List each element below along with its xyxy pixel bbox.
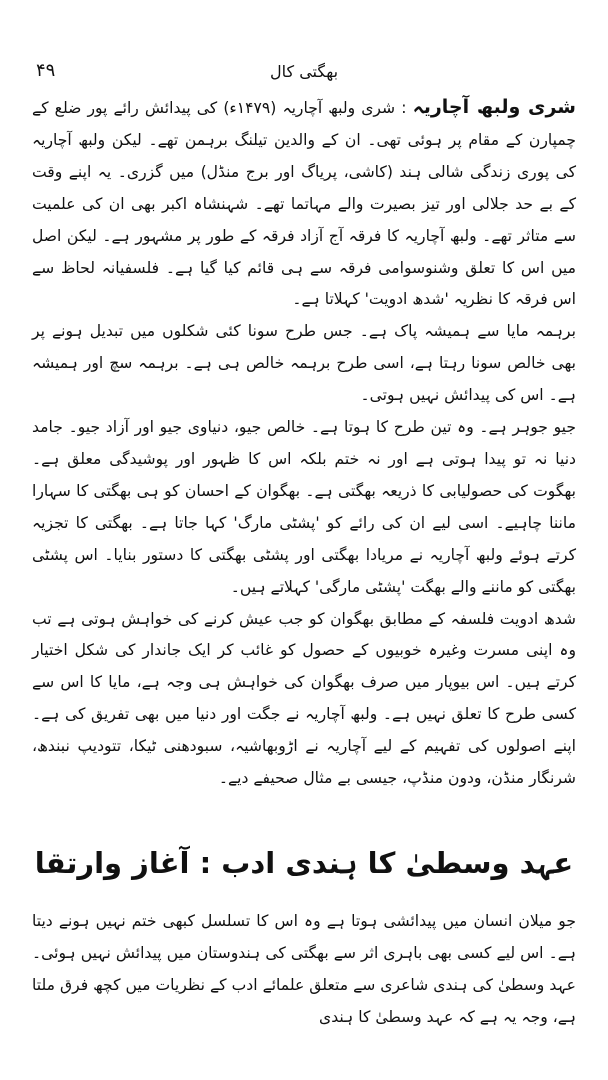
paragraph-text: : شری ولبھ آچاریہ (۱۴۷۹ء) کی پیدائش رائے پور ضلع کے چمپارن کے مقام پر ہوئی تھی۔ ان کے والدین تیلنگ برہمن تھے۔ لیکن ولبھ آچاریہ کی پوری زندگی شالی ہند (کاشی، پریاگ اور برج منڈل) میں گزری۔ یہ اپنے وقت کے بے حد جلالی اور تیز بصیرت والے مہاتما تھے۔ شہنشاہ اکبر بھی ان کی علمیت سے متاثر تھے۔ ولبھ آچاریہ کا فرقہ آج آزاد فرقہ کے طور پر مشہور ہے۔ لیکن اصل میں اس کا تعلق وشنوسوامی فرقہ سے ہی قائم کیا گیا ہے۔ فلسفیانہ لحاظ سے اس فرقہ کا نظریہ 'شدھ ادویت' کہلاتا ہے۔ [32,99,576,309]
paragraph [32,92,576,316]
paragraph: شدھ ادویت فلسفہ کے مطابق بھگوان کو جب عیش کرنے کی خواہش ہوتی ہے تب وہ اپنی مسرت وغیرہ خوبیوں کے حصول کو غائب کر ایک جاندار کی شکل اختیار کرتے ہیں۔ اس بیوپار میں صرف بھگوان کی خواہش ہی وجہ ہے، مایا کا اس سے کسی طرح کا تعلق نہیں ہے۔ ولبھ آچاریہ نے جگت اور دنیا میں بھی تفریق کی ہے۔ اپنے اصولوں کی تفہیم کے لیے آچاریہ نے اڑوبھاشیہ، سبودھنی ٹیکا، تتودیپ نبندھ، شرنگار منڈن، ودون منڈپ، جیسی بے مثال صحیفے دیے۔ [32,609,576,788]
paragraph: برہمہ مایا سے ہمیشہ پاک ہے۔ جس طرح سونا کئی شکلوں میں تبدیل ہونے پر بھی خالص سونا رہتا ہے، اسی طرح برہمہ خالص ہی ہے۔ برہمہ سچ اور ہمیشہ ہے۔ اس کی پیدائش نہیں ہوتی۔ [32,322,576,405]
section-body [32,92,576,795]
section-body [32,906,576,1034]
paragraph: جو میلان انسان میں پیدائشی ہوتا ہے وہ اس کا تسلسل کبھی ختم نہیں ہونے دیتا ہے۔ اس لیے کسی بھی باہری اثر سے بھگتی کی ہندوستان میں پیدائش نہیں ہوئی۔ عہد وسطیٰ کی ہندی شاعری سے متعلق علمائے ادب کے نظریات میں کچھ فرق ملتا ہے، وجہ یہ ہے کہ عہد وسطیٰ کا ہندی [32,912,576,1026]
paragraph: جیو جوہر ہے۔ وہ تین طرح کا ہوتا ہے۔ خالص جیو، دنیاوی جیو اور آزاد جیو۔ جامد دنیا نہ تو پیدا ہوتی ہے اور نہ ختم بلکہ اس کا ظہور اور پوشیدگی معلق ہے۔ بھگوت کی حصولیابی کا ذریعہ بھگتی ہے۔ بھگوان کے احسان کو ہی بھگتی کا سہارا ماننا چاہیے۔ اسی لیے ان کی رائے کو 'پشٹی مارگ' کہا جاتا ہے۔ بھگتی کا تجزیہ کرتے ہوئے ولبھ آچاریہ نے مریادا بھگتی اور پشٹی بھگتی کا دستور بنایا۔ اس پشٹی بھگتی کو ماننے والے بھگت 'پشٹی مارگی' کہلاتے ہیں۔ [32,418,576,596]
page-number: ۴۹ [36,60,56,81]
running-header: بھگتی کال [269,62,339,81]
lead-title: شری ولبھ آچاریہ [412,96,576,118]
section-heading: عہد وسطیٰ کا ہندی ادب : آغاز وارتقا [34,846,574,880]
